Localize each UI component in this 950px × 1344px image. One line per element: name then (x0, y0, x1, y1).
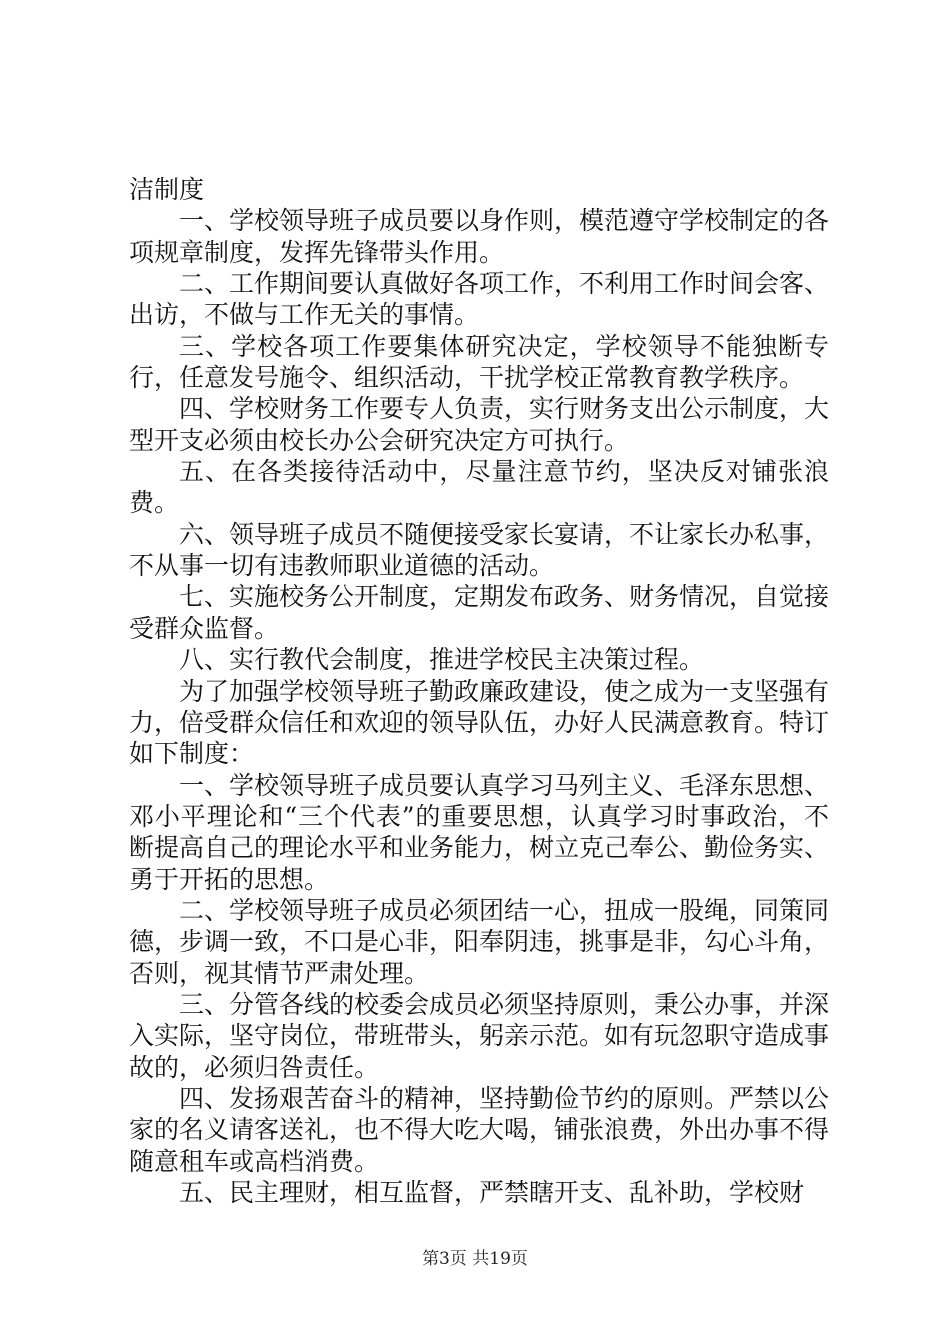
paragraph-section2-rule-5: 五、民主理财，相互监督，严禁瞎开支、乱补助，学校财 (179, 1178, 805, 1207)
paragraph-section2-rule-4: 四、发扬艰苦奋斗的精神，坚持勤俭节约的原则。严禁以公家的名义请客送礼，也不得大吃大喝，铺张浪费，外出办事不得随意租车或高档消费。 (129, 1083, 830, 1176)
paragraph-rule-3: 三、学校各项工作要集体研究决定，学校领导不能独断专行，任意发号施令、组织活动，干扰学校正常教育教学秩序。 (129, 331, 829, 393)
paragraph-continuation: 洁制度 (129, 175, 205, 204)
paragraph-rule-5: 五、在各类接待活动中，尽量注意节约，坚决反对铺张浪费。 (129, 457, 829, 518)
paragraph-rule-8: 八、实行教代会制度，推进学校民主决策过程。 (179, 645, 705, 675)
paragraph-rule-6: 六、领导班子成员不随便接受家长宴请，不让家长办私事，不从事一切有违教师职业道德的活动。 (129, 519, 830, 581)
paragraph-section2-rule-1: 一、学校领导班子成员要认真学习马列主义、毛泽东思想、邓小平理论和“三个代表”的重要思想，认真学习时事政治，不断提高自己的理论水平和业务能力，树立克己奉公、勤俭务实、勇于开拓的思想。 (129, 770, 830, 894)
paragraph-section2-rule-3: 三、分管各线的校委会成员必须坚持原则，秉公办事，并深入实际，坚守岗位，带班带头，躬亲示范。如有玩忽职守造成事故的，必须归咎责任。 (129, 989, 830, 1082)
paragraph-intro: 为了加强学校领导班子勤政廉政建设，使之成为一支坚强有力，倍受群众信任和欢迎的领导队伍，办好人民满意教育。特订如下制度： (129, 676, 830, 769)
paragraph-rule-7: 七、实施校务公开制度，定期发布政务、财务情况，自觉接受群众监督。 (129, 582, 830, 643)
paragraph-section2-rule-2: 二、学校领导班子成员必须团结一心，扭成一股绳，同策同德，步调一致，不口是心非，阳奉阴违，挑事是非，勾心斗角，否则，视其情节严肃处理。 (129, 895, 830, 988)
paragraph-rule-1: 一、学校领导班子成员要以身作则，模范遵守学校制定的各项规章制度，发挥先锋带头作用。 (129, 206, 830, 267)
paragraph-rule-4: 四、学校财务工作要专人负责，实行财务支出公示制度，大型开支必须由校长办公会研究决定方可执行。 (129, 394, 830, 455)
document-body (129, 174, 829, 1208)
page-number-footer: 第3页 共19页 (422, 1249, 528, 1269)
paragraph-rule-2: 二、工作期间要认真做好各项工作，不利用工作时间会客、出访，不做与工作无关的事情。 (129, 269, 830, 330)
